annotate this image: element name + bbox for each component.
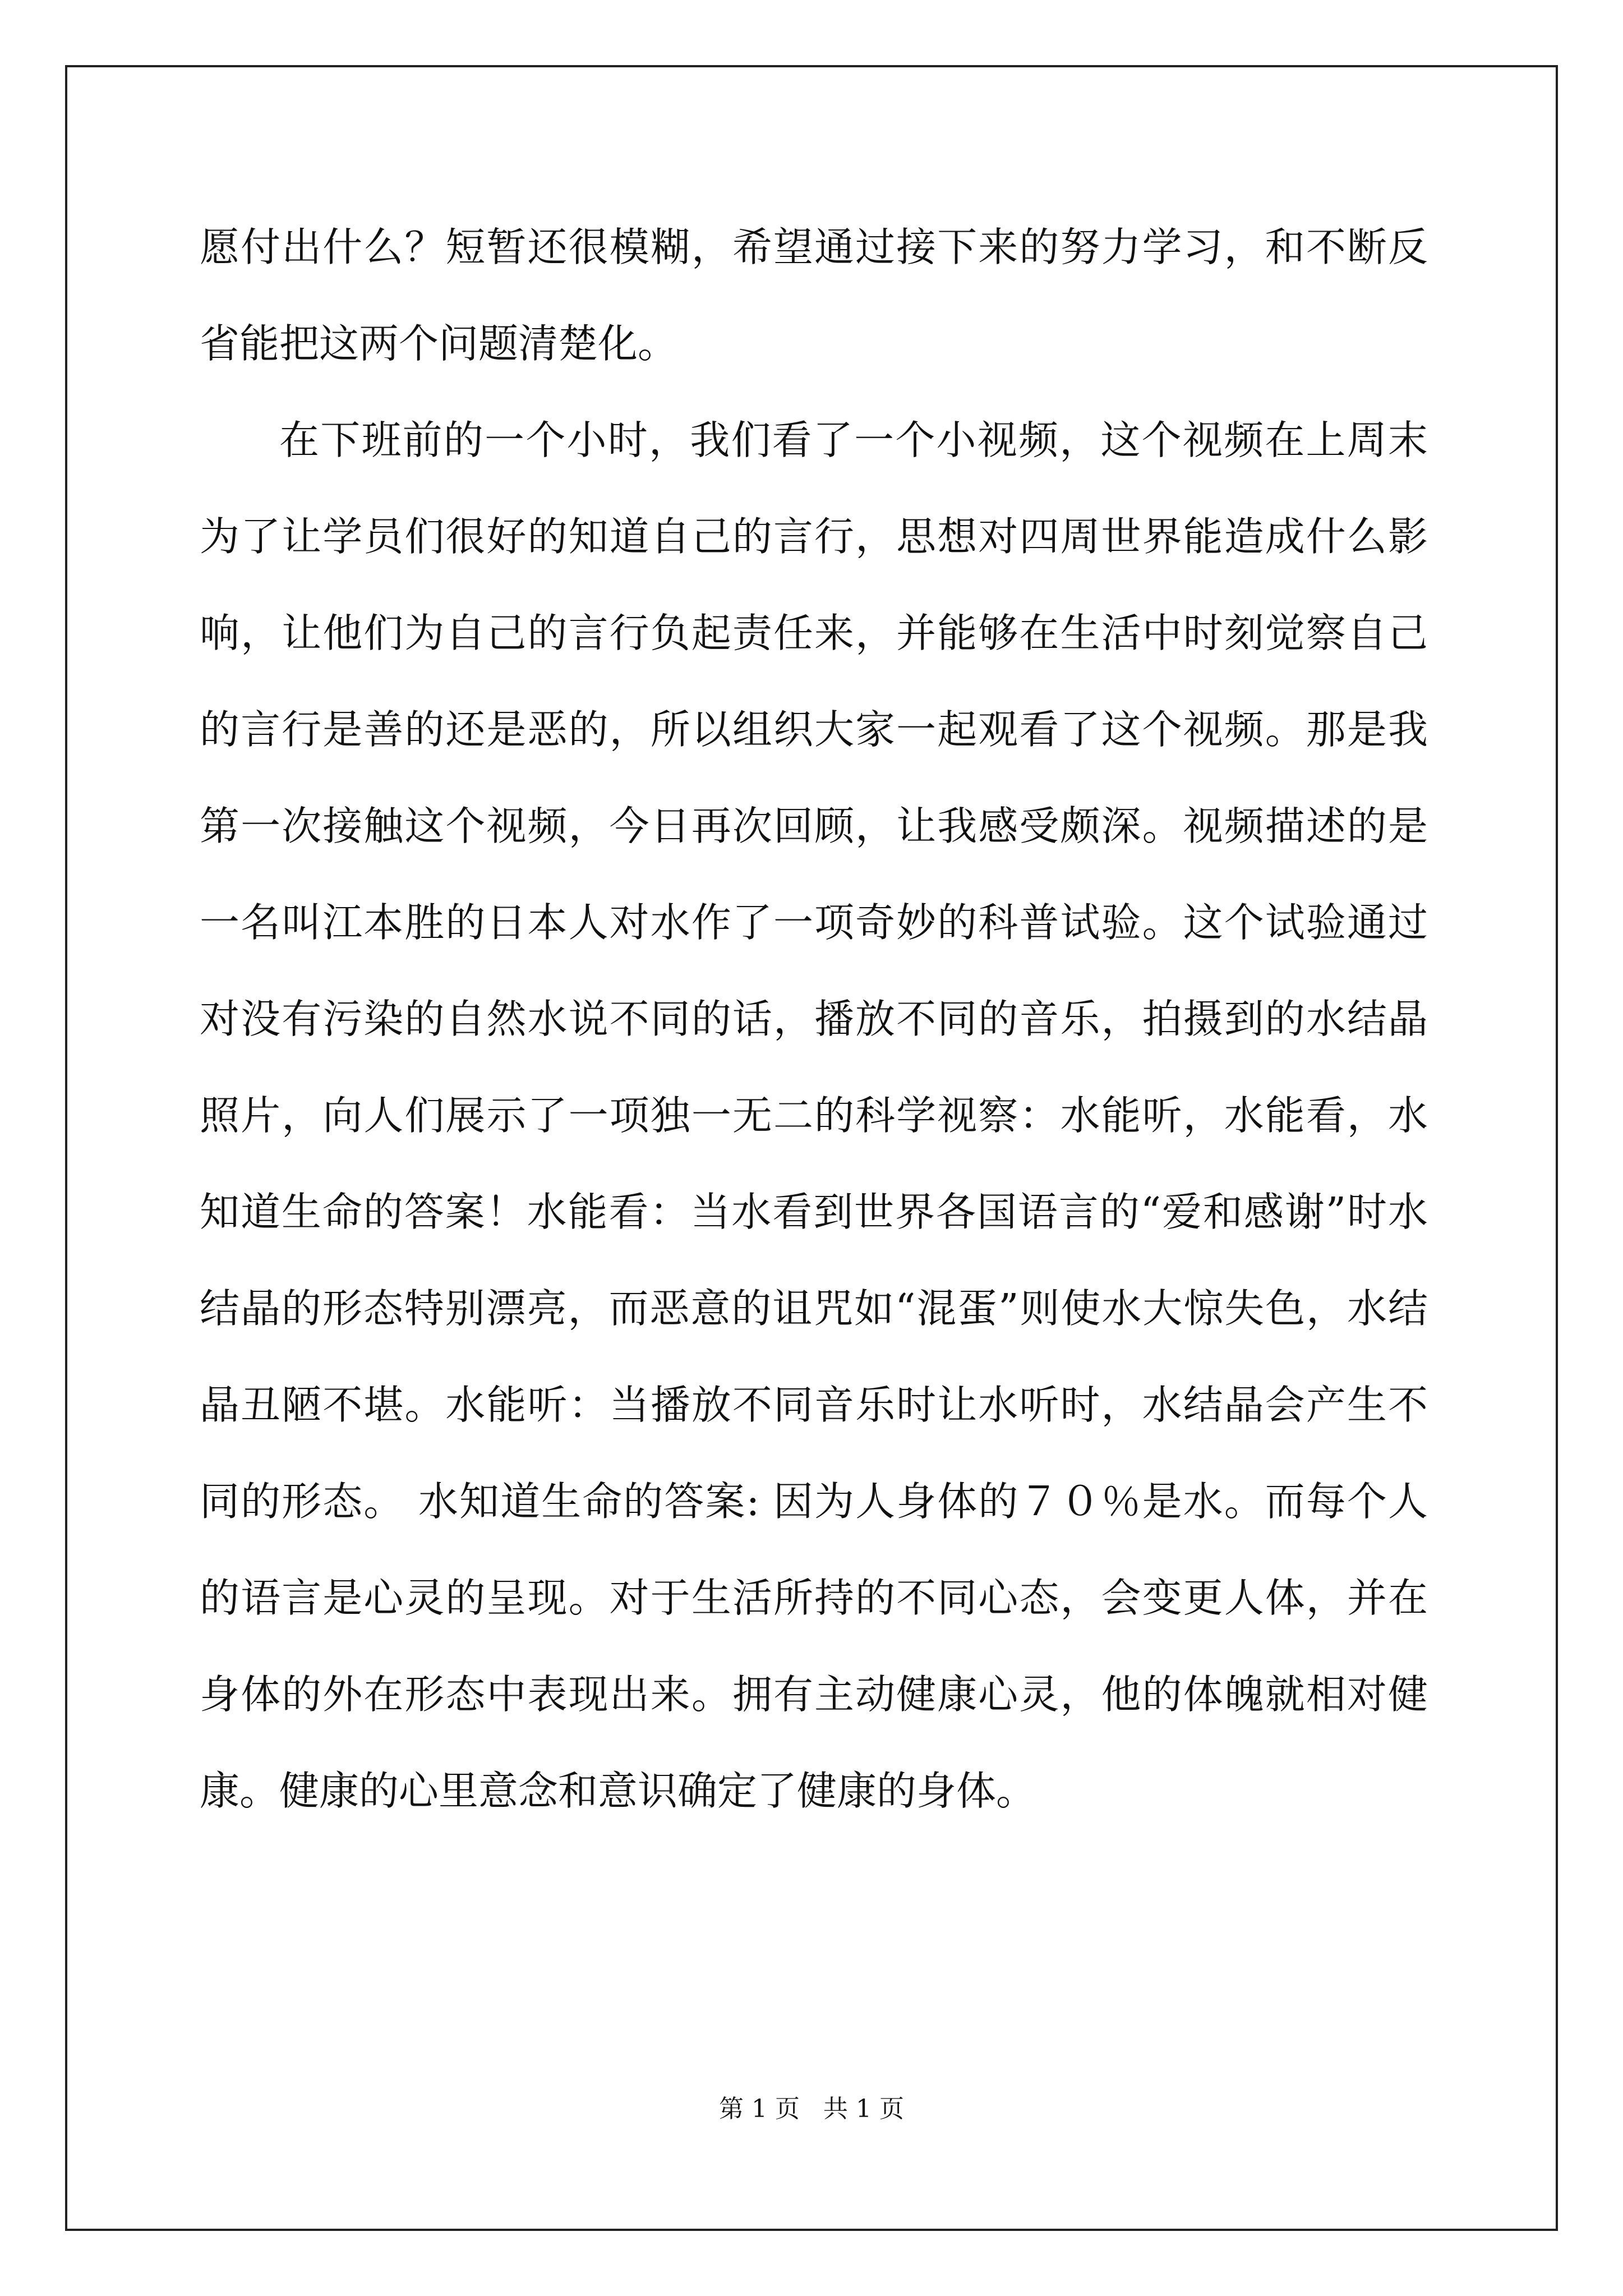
page-footer <box>0 2092 1623 2126</box>
document-body <box>200 199 1428 1839</box>
paragraph-continuation: 愿付出什么？短暂还很模糊，希望通过接下来的努力学习，和不断反省能把这两个问题清楚化。 <box>200 224 1428 367</box>
page-number-label: 第 1 页 共 1 页 <box>719 2095 904 2123</box>
paragraph-main: 在下班前的一个小时，我们看了一个小视频，这个视频在上周末为了让学员们很好的知道自己的言行，思想对四周世界能造成什么影响，让他们为自己的言行负起责任来，并能够在生活中时刻觉察自己的言行是善的还是恶的，所以组织大家一起观看了这个视频。那是我第一次接触这个视频，今日再次回顾，让我感受颇深。视频描述的是一名叫江本胜的日本人对水作了一项奇妙的科普试验。这个试验通过对没有污染的自然水说不同的话，播放不同的音乐，拍摄到的水结晶照片，向人们展示了一项独一无二的科学视察：水能听，水能看，水知道生命的答案！水能看：当水看到世界各国语言的“爱和感谢”时水结晶的形态特别漂亮，而恶意的诅咒如“混蛋”则使水大惊失色，水结晶丑陋不堪。水能听：当播放不同音乐时让水听时，水结晶会产生不同的形态。 水知道生命的答案: 因为人身体的７０％是水。而每个人的语言是心灵的呈现。对于生活所持的不同心态，会变更人体，并在身体的外在形态中表现出来。拥有主动健康心灵，他的体魄就相对健康。健康的心里意念和意识确定了健康的身体。 <box>200 417 1428 1814</box>
